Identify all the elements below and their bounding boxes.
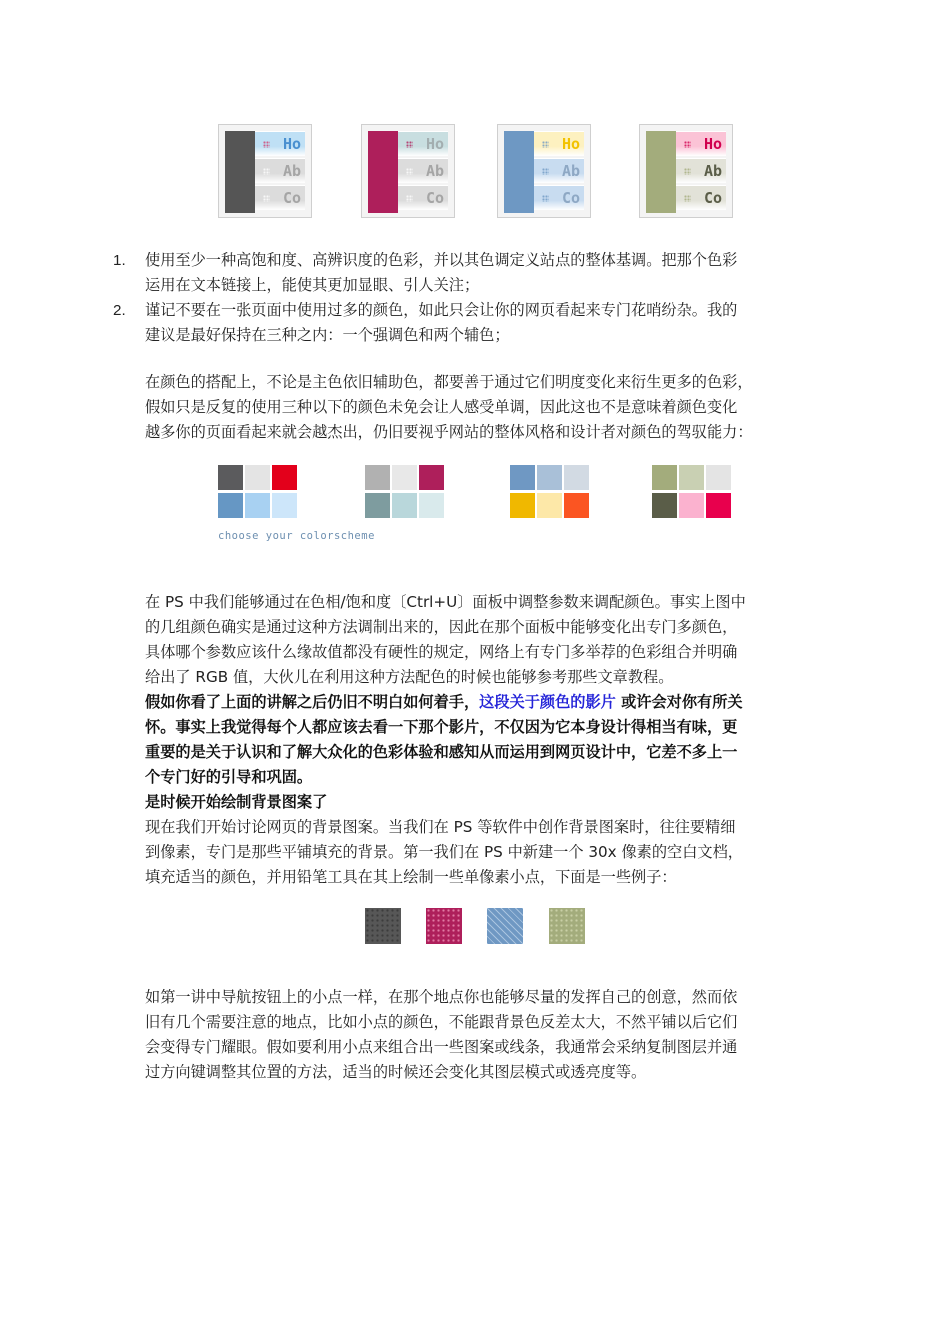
pattern-tile-3 [487,908,523,944]
color-swatch [537,493,562,518]
list-item-text: 运用在文本链接上，能使其更加显眼、引人关注； [145,276,480,294]
nav-accent-bar [504,131,534,213]
color-swatch [392,465,417,490]
paragraph-line: 填充适当的颜色，并用铅笔工具在其上绘制一些单像素小点，下面是一些例子： [145,868,677,886]
color-swatch [419,465,444,490]
paragraph-line: 过方向键调整其位置的方法，适当的时候还会变化其图层模式或透亮度等。 [145,1063,647,1081]
color-swatch [272,493,297,518]
color-swatch [652,465,677,490]
nav-preview-label: Ho [283,135,302,153]
dots-icon [684,195,691,202]
color-swatch [218,465,243,490]
palette-caption: choose your colorscheme [218,530,375,542]
dots-icon [406,168,413,175]
paragraph-line: 假如只是反复的使用三种以下的颜色未免会让人感受单调，因此这也不是意味着颜色变化 [145,398,738,416]
nav-preview-label: Co [426,189,445,207]
pattern-tile-4 [549,908,585,944]
paragraph-line: 旧有几个需要注意的地点，比如小点的颜色，不能跟背景色反差太大，不然平铺以后它们 [145,1013,738,1031]
paragraph-line: 越多你的页面看起来就会越杰出，仍旧要视乎网站的整体风格和设计者对颜色的驾驭能力： [145,423,753,441]
bold-paragraph-line: 重要的是关于认识和了解大众化的色彩体验和感知从而运用到网页设计中，它差不多上一 [145,743,738,761]
nav-preview-4 [639,124,733,218]
color-swatch [365,493,390,518]
color-swatch [245,493,270,518]
color-swatch [537,465,562,490]
nav-preview-row [676,158,726,183]
paragraph-line: 现在我们开始讨论网页的背景图案。当我们在 PS 等软件中创作背景图案时，往往要精细 [145,818,736,836]
nav-preview-row [676,185,726,210]
color-swatch [510,465,535,490]
dots-icon [542,141,549,148]
list-number: 2. [113,302,126,319]
nav-preview-label: Ab [283,162,302,180]
nav-preview-label: Ab [426,162,445,180]
color-swatch [679,465,704,490]
nav-preview-label: Ho [426,135,445,153]
list-item-text: 谨记不要在一张页面中使用过多的颜色，如此只会让你的网页看起来专门花哨纷杂。我的 [145,301,738,319]
paragraph-line: 如第一讲中导航按钮上的小点一样，在那个地点你也能够尽量的发挥自己的创意，然而依 [145,988,738,1006]
nav-preview-1 [218,124,312,218]
bold-paragraph-line: 个专门好的引导和巩固。 [145,768,313,786]
color-swatch [679,493,704,518]
paragraph-line: 在 PS 中我们能够通过在色相/饱和度〔Ctrl+U〕面板中调整参数来调配颜色。事实上图中 [145,593,746,611]
color-swatch [564,493,589,518]
nav-preview-row [255,131,305,156]
dots-icon [684,141,691,148]
dots-icon [542,195,549,202]
video-link[interactable]: 这段关于颜色的影片 [479,693,616,711]
list-item-text: 建议是最好保持在三种之内：一个强调色和两个辅色； [145,326,510,344]
nav-accent-bar [368,131,398,213]
nav-preview-label: Co [704,189,723,207]
dots-icon [542,168,549,175]
pattern-tile-2 [426,908,462,944]
nav-preview-row [398,158,448,183]
paragraph-line: 到像素，专门是那些平铺填充的背景。第一我们在 PS 中新建一个 30x 像素的空白文档， [145,843,743,861]
nav-preview-label: Ab [704,162,723,180]
list-item-text: 使用至少一种高饱和度、高辨识度的色彩，并以其色调定义站点的整体基调。把那个色彩 [145,251,738,269]
paragraph-line: 给出了 RGB 值，大伙儿在利用这种方法配色的时候也能够参考那些文章教程。 [145,668,674,686]
color-swatch [510,493,535,518]
color-swatch [419,493,444,518]
nav-accent-bar [646,131,676,213]
section-heading: 是时候开始绘制背景图案了 [145,793,328,811]
nav-preview-row [255,185,305,210]
paragraph-line: 会变得专门耀眼。假如要利用小点来组合出一些图案或线条，我通常会采纳复制图层并通 [145,1038,738,1056]
color-swatch [245,465,270,490]
color-swatch [652,493,677,518]
dots-icon [263,141,270,148]
nav-preview-row [398,131,448,156]
color-swatch [365,465,390,490]
nav-preview-row [534,131,584,156]
color-swatch [218,493,243,518]
color-swatch [272,465,297,490]
paragraph-line: 具体哪个参数应该什么缘故值都没有硬性的规定，网络上有专门多举荐的色彩组合并明确 [145,643,738,661]
nav-preview-label: Ho [562,135,581,153]
color-swatch [706,465,731,490]
paragraph-line: 在颜色的搭配上，不论是主色依旧辅助色，都要善于通过它们明度变化来衍生更多的色彩， [145,373,753,391]
color-swatch [706,493,731,518]
dots-icon [263,195,270,202]
nav-preview-label: Ab [562,162,581,180]
nav-preview-label: Ho [704,135,723,153]
dots-icon [684,168,691,175]
dots-icon [406,195,413,202]
color-swatch [564,465,589,490]
pattern-tile-1 [365,908,401,944]
dots-icon [406,141,413,148]
bold-text: 假如你看了上面的讲解之后仍旧不明白如何着手， [145,693,480,711]
nav-preview-2 [361,124,455,218]
paragraph-line: 的几组颜色确实是通过这种方法调制出来的，因此在那个面板中能够变化出专门多颜色， [145,618,738,636]
nav-preview-label: Co [562,189,581,207]
color-swatch [392,493,417,518]
bold-text: 或许会对你有所关 [621,693,743,711]
nav-preview-3 [497,124,591,218]
nav-preview-row [255,158,305,183]
nav-preview-row [534,185,584,210]
bold-paragraph-line [145,690,743,715]
list-number: 1. [113,252,126,269]
bold-paragraph-line: 怀。事实上我觉得每个人都应该去看一下那个影片，不仅因为它本身设计得相当有味，更 [145,718,738,736]
nav-preview-row [398,185,448,210]
dots-icon [263,168,270,175]
nav-preview-label: Co [283,189,302,207]
nav-accent-bar [225,131,255,213]
nav-preview-row [676,131,726,156]
nav-preview-row [534,158,584,183]
